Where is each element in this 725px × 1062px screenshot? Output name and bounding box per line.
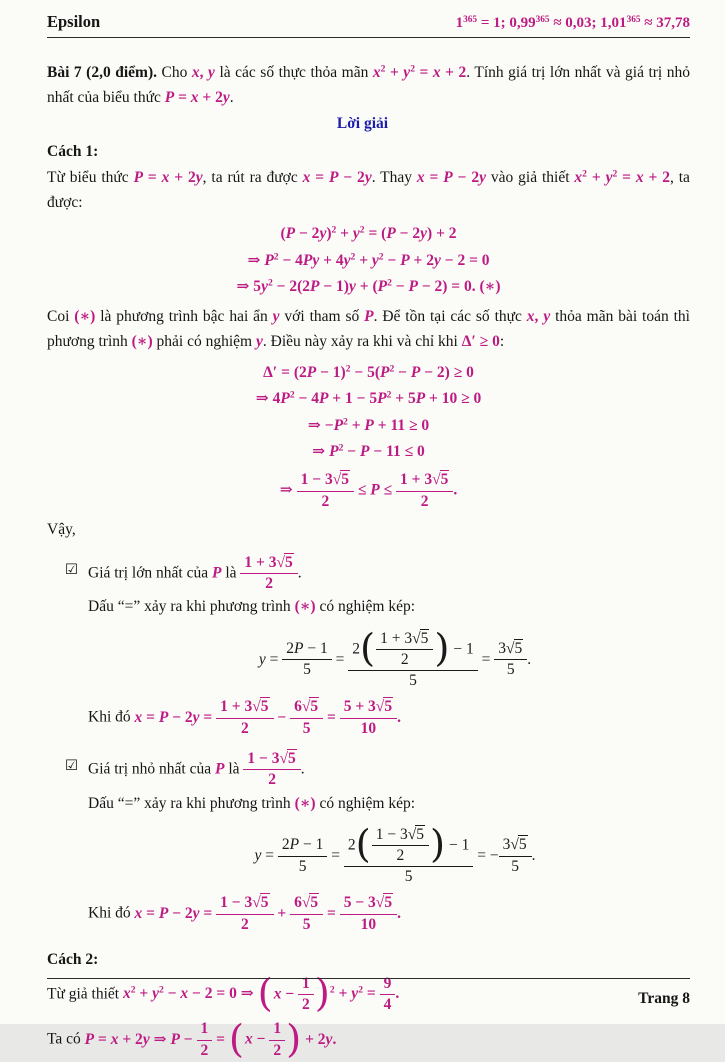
page-footer	[47, 978, 690, 1008]
checkbox-checked-icon: ☑	[65, 561, 78, 578]
method2-line1: Từ giả thiết $x^2 + y^2 - x - 2 = 0$ ⇒ ( x − $\frac{1}{2}$ ) $^2 + y^2$ = $\frac{9}{4}$ .	[47, 971, 400, 1017]
equation-line: ⇒ $P^2 - 4Py + 4y^2 + y^2 - P + 2y - 2 = 0$	[247, 251, 490, 269]
page-number: Trang 8	[638, 990, 690, 1007]
equation-line: ⇒ $-P^2 + P + 11 \ge 0$	[307, 416, 430, 434]
method1-intro: Từ biểu thức P = x + 2y, ta rút ra được x = P − 2y. Thay x = P − 2y vào giả thiết $x^2 + y^2 = x + 2$, ta được:	[47, 168, 690, 212]
equation-line: ⇒ $P^2 - P - 11 \le 0$	[312, 442, 425, 460]
result-item-min	[65, 749, 690, 934]
equation-line: $(P - 2y)^2 + y^2 = (P - 2y) + 2$	[280, 224, 457, 243]
min-equality-condition: Dấu “=” xảy ra khi phương trình (∗) có nghiệm kép:	[88, 794, 416, 812]
max-x-value: Khi đó x = P − 2y = $\frac{1 + 3√5}{2}$ − $\frac{6√5}{5}$ = $\frac{5 + 3√5}{10}$ .	[88, 698, 401, 737]
result-item-max	[65, 553, 690, 738]
method1-discussion: Coi (∗) là phương trình bậc hai ẩn y với tham số P. Để tồn tại các số thực x, y thỏa mãn bài toán thì phương trình (∗) phải có nghiệm y. Điều này xảy ra khi và chỉ khi Δ′ ≥ 0:	[47, 308, 690, 351]
max-y-equation: y = $\frac{2P - 1}{5}$ = 2 ( $\frac{1 + 3√5}{2}$ ) − 1 5 = $\frac{3√5}{5}$ .	[258, 625, 532, 690]
equation-line: ⇒ $5y^2 - 2(2P - 1)y + (P^2 - P - 2) = 0$. (∗)	[236, 277, 501, 295]
method1-heading: Cách 1:	[47, 143, 99, 161]
brand-name: Epsilon	[47, 12, 101, 31]
max-equality-condition: Dấu “=” xảy ra khi phương trình (∗) có nghiệm kép:	[88, 598, 416, 616]
equation-line: ⇒ $4P^2 - 4P + 1 - 5P^2 + 5P + 10 \ge 0$	[255, 390, 482, 408]
footer-rule	[47, 978, 690, 979]
equation-line: $\Delta' = (2P - 1)^2 - 5(P^2 - P - 2) \ge 0$	[263, 363, 474, 382]
page-header	[47, 0, 690, 38]
solution-title: Lời giải	[336, 115, 389, 133]
equation-line: ⇒ $\frac{1 - 3√5}{2}$ ≤ P ≤ $\frac{1 + 3√5}{2}$ .	[279, 471, 458, 510]
equation-block-2	[47, 361, 690, 511]
method2-line2: Ta có P = x + 2y ⇒ P − $\frac{1}{2}$ = ( x − $\frac{1}{2}$ ) + 2y.	[47, 1016, 337, 1062]
min-y-equation: y = $\frac{2P - 1}{5}$ = 2 ( $\frac{1 - 3√5}{2}$ ) − 1 5 = − $\frac{3√5}{5}$ .	[254, 821, 536, 886]
equation-block-1	[47, 222, 690, 298]
conclusion-lead: Vậy,	[47, 520, 76, 538]
method2-heading: Cách 2:	[47, 951, 99, 969]
min-x-value: Khi đó x = P − 2y = $\frac{1 - 3√5}{2}$ + $\frac{6√5}{5}$ = $\frac{5 - 3√5}{10}$ .	[88, 894, 401, 933]
header-formula: $1^{365} = 1$; $0,99^{365} \approx 0,03$; $1,01^{365} \approx 37,78$	[455, 14, 690, 31]
max-value-statement: Giá trị lớn nhất của P là $\frac{1 + 3√5}{2}$ .	[88, 553, 302, 593]
checkbox-checked-icon: ☑	[65, 757, 78, 774]
min-value-statement: Giá trị nhỏ nhất của P là $\frac{1 - 3√5}{2}$ .	[88, 749, 305, 789]
problem-statement: Bài 7 (2,0 điểm). Cho x, y là các số thực thỏa mãn $x^2 + y^2 = x + 2$. Tính giá trị lớn nhất và giá trị nhỏ nhất của biểu thức P = x + 2y.	[47, 63, 691, 107]
